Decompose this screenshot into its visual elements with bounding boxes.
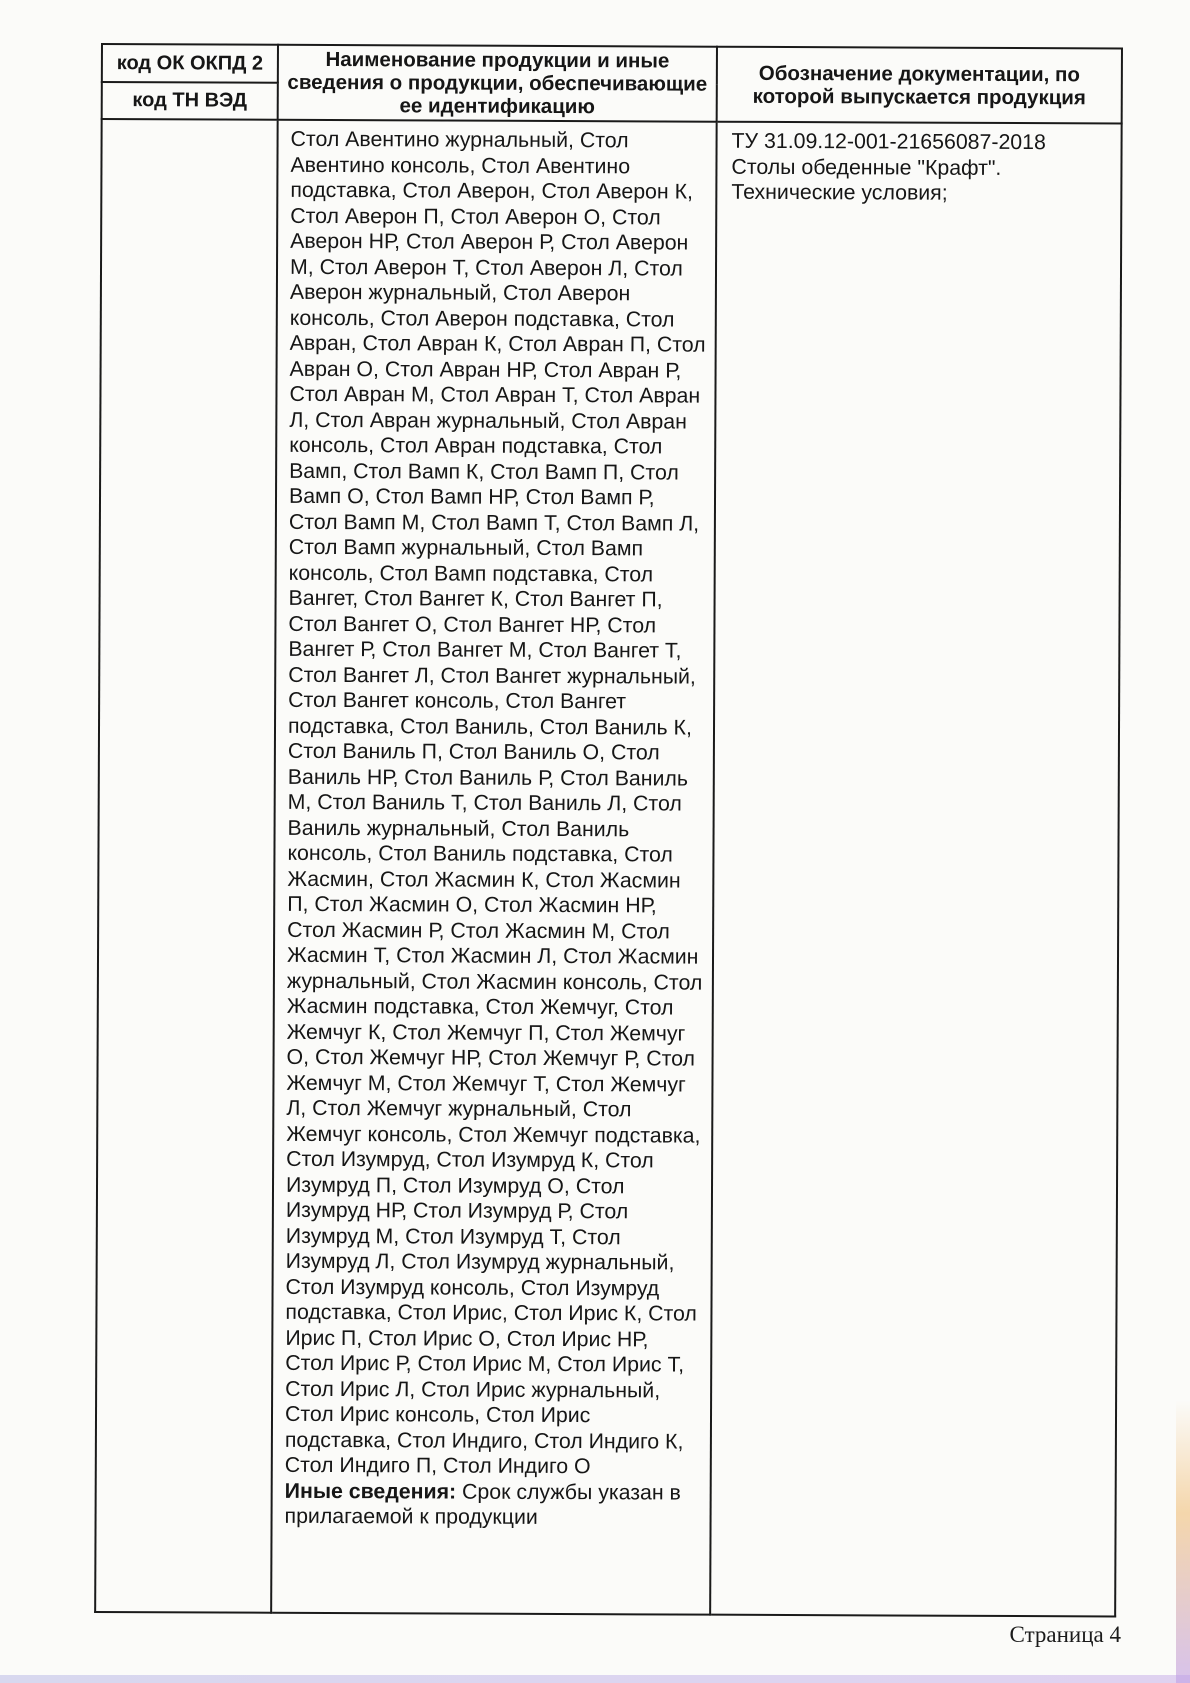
documentation-code: ТУ 31.09.12-001-21656087-2018 <box>731 128 1046 155</box>
header-documentation: Обозначение документации, по которой выпускается продукция <box>717 47 1122 124</box>
other-info-label: Иные сведения: <box>284 1478 457 1504</box>
header-product-name: Наименование продукции и иные сведения о продукции, обеспечивающие ее идентификацию <box>278 45 717 122</box>
scan-edge-artifact <box>1176 1400 1190 1683</box>
product-row <box>95 119 1122 1616</box>
certificate-appendix-table <box>94 43 1123 1617</box>
scan-bottom-artifact <box>0 1675 1190 1683</box>
product-list-text: Стол Авентино журнальный, Стол Авентино консоль, Стол Авентино подставка, Стол Аверон, Стол Аверон К, Стол Аверон П, Стол Аверон О, Стол Аверон НР, Стол Аверон Р, Стол Аверон М, Стол Аверон Т, Стол Аверон Л, Стол Аверон журнальный, Стол Аверон консоль, Стол Аверон подставка, Стол Авран, Стол Авран К, Стол Авран П, Стол Авран О, Стол Авран НР, Стол Авран Р, Стол Авран М, Стол Авран Т, Стол Авран Л, Стол Авран журнальный, Стол Авран консоль, Стол Авран подставка, Стол Вамп, Стол Вамп К, Стол Вамп П, Стол Вамп О, Стол Вамп НР, Стол Вамп Р, Стол Вамп М, Стол Вамп Т, Стол Вамп Л, Стол Вамп журнальный, Стол Вамп консоль, Стол Вамп подставка, Стол Вангет, Стол Вангет К, Стол Вангет П, Стол Вангет О, Стол Вангет НР, Стол Вангет Р, Стол Вангет М, Стол Вангет Т, Стол Вангет Л, Стол Вангет журнальный, Стол Вангет консоль, Стол Вангет подставка, Стол Ваниль, Стол Ваниль К, Стол Ваниль П, Стол Ваниль О, Стол Ваниль НР, Стол Ваниль Р, Стол Ваниль М, Стол Ваниль Т, Стол Ваниль Л, Стол Ваниль журнальный, Стол Ваниль консоль, Стол Ваниль подставка, Стол Жасмин, Стол Жасмин К, Стол Жасмин П, Стол Жасмин О, Стол Жасмин НР, Стол Жасмин Р, Стол Жасмин М, Стол Жасмин Т, Стол Жасмин Л, Стол Жасмин журнальный, Стол Жасмин консоль, Стол Жасмин подставка, Стол Жемчуг, Стол Жемчуг К, Стол Жемчуг П, Стол Жемчуг О, Стол Жемчуг НР, Стол Жемчуг Р, Стол Жемчуг М, Стол Жемчуг Т, Стол Жемчуг Л, Стол Жемчуг журнальный, Стол Жемчуг консоль, Стол Жемчуг подставка, Стол Изумруд, Стол Изумруд К, Стол Изумруд П, Стол Изумруд О, Стол Изумруд НР, Стол Изумруд Р, Стол Изумруд М, Стол Изумруд Т, Стол Изумруд Л, Стол Изумруд журнальный, Стол Изумруд консоль, Стол Изумруд подставка, Стол Ирис, Стол Ирис К, Стол Ирис П, Стол Ирис О, Стол Ирис НР, Стол Ирис Р, Стол Ирис М, Стол Ирис Т, Стол Ирис Л, Стол Ирис журнальный, Стол Ирис консоль, Стол Ирис подставка, Стол Индиго, Стол Индиго К, Стол Индиго П, Стол Индиго О <box>284 126 706 1479</box>
documentation-type: Технические условия; <box>731 179 948 205</box>
other-info <box>285 1478 702 1531</box>
page-number: Страница 4 <box>1009 1622 1121 1647</box>
other-info-text: Срок службы указан в прилагаемой к продукции <box>284 1479 681 1529</box>
documentation-cell <box>710 122 1122 1617</box>
header-row-1 <box>102 44 1122 86</box>
header-okpd-code: код ОК ОКПД 2 <box>102 44 278 82</box>
code-cell <box>95 119 278 1613</box>
product-list-cell <box>271 120 717 1615</box>
header-tnved-code: код ТН ВЭД <box>102 82 278 120</box>
documentation-title: Столы обеденные "Крафт". <box>731 154 1002 180</box>
